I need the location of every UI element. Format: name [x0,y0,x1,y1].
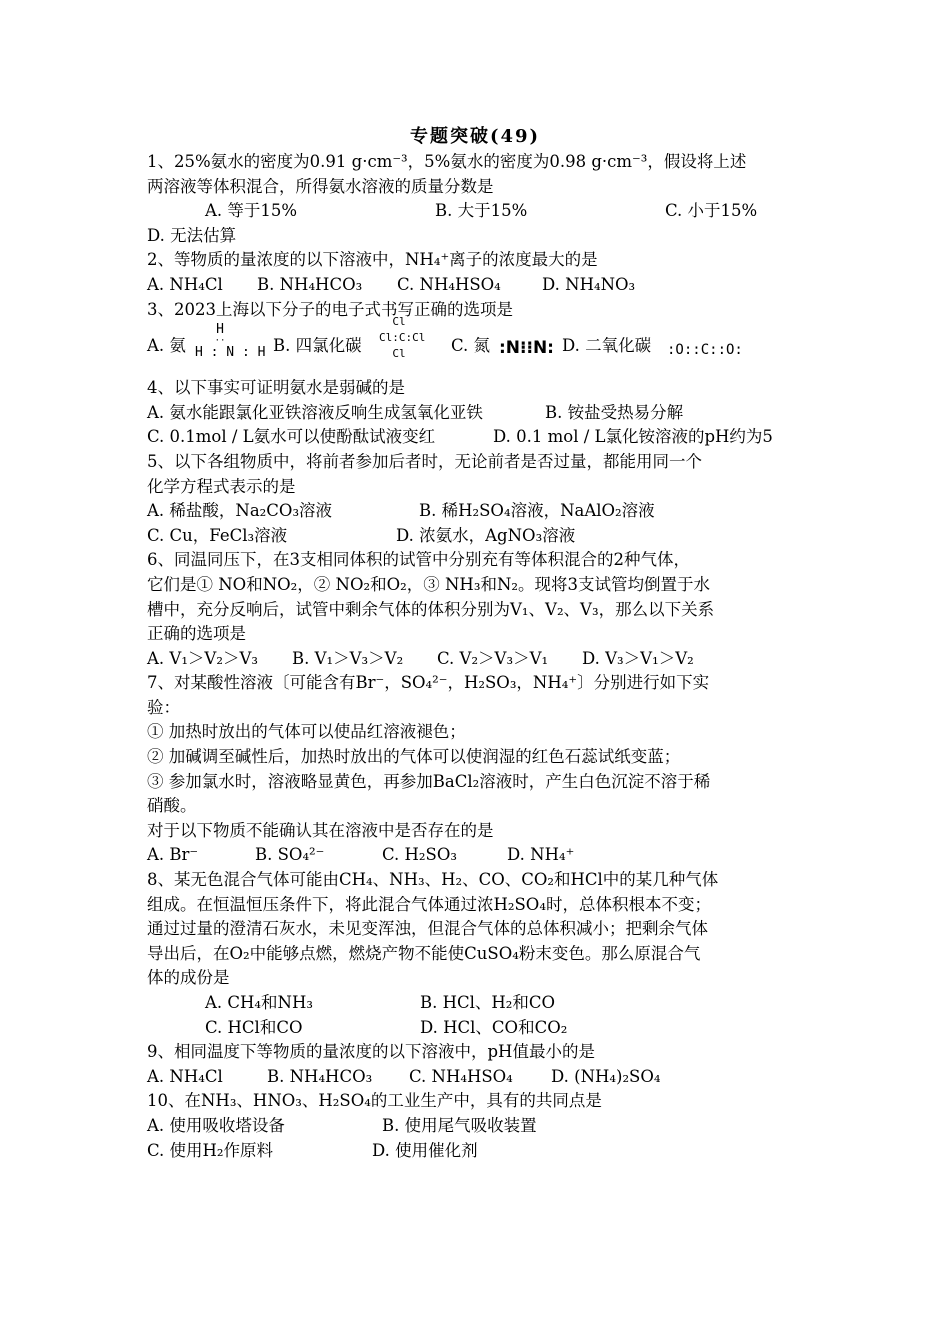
q3-ccl4-middle: Cl:C:Cl [379,331,426,345]
q3-option-a: A. 氨 [147,336,186,356]
q7-question: 对于以下物质不能确认其在溶液中是否存在的是 [147,820,494,840]
q3-option-d: D. 二氧化碳 [562,336,652,356]
q8-options-row2 [147,1016,827,1041]
q3-option-c: C. 氮 [451,336,491,356]
q6-stem-line4: 正确的选项是 [147,624,246,644]
q10-option-b: B. 使用尾气吸收装置 [382,1115,537,1135]
q7-step-3-line2: 硝酸。 [147,796,197,816]
q4-stem: 4、以下事实可证明氨水是弱碱的是 [147,378,405,398]
q6-option-b: B. V₁＞V₃＞V₂ [292,648,404,668]
q7-option-b: B. SO₄²⁻ [255,845,325,865]
q6-option-d: D. V₃＞V₁＞V₂ [582,648,694,668]
q8-stem-line1: 8、某无色混合气体可能由CH₄、NH₃、H₂、CO、CO₂和HCl中的某几种气体 [147,870,719,890]
q10-stem: 10、在NH₃、HNO₃、H₂SO₄的工业生产中，具有的共同点是 [147,1091,602,1111]
q8-option-d: D. HCl、CO和CO₂ [420,1017,568,1037]
q9-option-b: B. NH₄HCO₃ [267,1066,373,1086]
q8-stem-line5: 体的成份是 [147,968,230,988]
page-title: 专题突破(49) [409,126,541,147]
q7-stem-line1: 7、对某酸性溶液〔可能含有Br⁻，SO₄²⁻，H₂SO₃，NH₄⁺〕分别进行如下实 [147,673,710,693]
q1-options-row [147,199,827,224]
q8-stem-line3: 通过过量的澄清石灰水，未见变浑浊，但混合气体的总体积减小；把剩余气体 [147,919,708,939]
q2-option-b: B. NH₄HCO₃ [257,274,363,294]
q3-ccl4-bottom: Cl [392,347,406,361]
q2-stem: 2、等物质的量浓度的以下溶液中，NH₄⁺离子的浓度最大的是 [147,250,598,270]
q6-stem-line3: 槽中，充分反响后，试管中剩余气体的体积分别为V₁、V₂、V₃，那么以下关系 [147,599,715,619]
q5-options-row1 [147,499,827,524]
q10-option-d: D. 使用催化剂 [372,1140,478,1160]
q6-option-a: A. V₁＞V₂＞V₃ [147,648,258,668]
q3-stem: 3、2023上海以下分子的电子式书写正确的选项是 [147,299,513,319]
q3-ccl4-top: Cl [392,315,406,329]
q5-option-c: C. Cu，FeCl₃溶液 [147,525,288,545]
q9-option-a: A. NH₄Cl [147,1066,223,1086]
q3-nh3-top-atom: H [216,322,224,338]
q10-option-a: A. 使用吸收塔设备 [147,1115,285,1135]
q10-options-row2 [147,1139,827,1164]
q5-options-row2 [147,524,827,549]
q9-option-c: C. NH₄HSO₄ [409,1066,513,1086]
q7-step-1: ① 加热时放出的气体可以使品红溶液褪色； [147,722,466,742]
q1-option-c: C. 小于15% [665,201,758,221]
q5-stem-line1: 5、以下各组物质中，将前者参加后者时，无论前者是否过量，都能用同一个 [147,451,702,471]
q6-stem-line1: 6、同温同压下，在3支相同体积的试管中分别充有等体积混合的2种气体， [147,550,690,570]
q4-option-b: B. 铵盐受热易分解 [545,402,684,422]
q8-stem-line4: 导出后，在O₂中能够点燃，燃烧产物不能使CuSO₄粉末变色。那么原混合气 [147,943,701,963]
q1-option-d: D. 无法估算 [147,225,237,245]
q4-option-c: C. 0.1mol / L氨水可以使酚酞试液变红 [147,427,436,447]
q3-options-row [147,315,827,376]
q1-option-a: A. 等于15% [205,201,298,221]
question-list [147,150,827,1163]
q2-option-c: C. NH₄HSO₄ [397,274,501,294]
q7-stem-line2: 验： [147,697,180,717]
q2-options-row [147,273,827,298]
q1-stem-line1: 1、25%氨水的密度为0.91 g·cm⁻³，5%氨水的密度为0.98 g·cm⁻³，假设将上述 [147,152,747,171]
q8-option-c: C. HCl和CO [205,1017,303,1037]
q2-option-a: A. NH₄Cl [147,274,223,294]
q7-option-a: A. Br⁻ [147,845,199,865]
q3-nh3-structure [195,322,266,361]
q8-options-row1 [147,991,827,1016]
q9-options-row [147,1065,827,1090]
q7-step-3-line1: ③ 参加氯水时，溶液略显黄色，再参加BaCl₂溶液时，产生白色沉淀不溶于稀 [147,771,711,791]
q4-options-row1 [147,401,827,426]
q4-options-row2 [147,425,827,450]
q8-option-a: A. CH₄和NH₃ [205,993,313,1012]
q6-stem-line2: 它们是① NO和NO₂，② NO₂和O₂，③ NH₃和N₂。现将3支试管均倒置于水 [147,574,710,594]
q8-stem-line2: 组成。在恒温恒压条件下，将此混合气体通过浓H₂SO₄时，总体积根本不变； [147,894,711,914]
q7-option-c: C. H₂SO₃ [382,845,457,865]
q1-option-b: B. 大于15% [435,201,528,221]
q1-stem-line2: 两溶液等体积混合，所得氨水溶液的质量分数是 [147,176,494,196]
q3-nh3-lone-pair: ·· [214,336,226,347]
q5-stem-line2: 化学方程式表示的是 [147,476,296,496]
q5-option-b: B. 稀H₂SO₄溶液，NaAlO₂溶液 [419,501,655,521]
q9-option-d: D. (NH₄)₂SO₄ [551,1066,661,1086]
q5-option-a: A. 稀盐酸，Na₂CO₃溶液 [147,501,333,521]
q10-options-row1 [147,1114,827,1139]
q7-step-2: ② 加碱调至碱性后，加热时放出的气体可以使润湿的红色石蕊试纸变蓝； [147,747,681,767]
q2-option-d: D. NH₄NO₃ [542,274,636,294]
q3-ccl4-structure [379,314,426,362]
q3-n2-structure: :N⁝⁝N: [499,338,554,359]
q4-option-a: A. 氨水能跟氯化亚铁溶液反响生成氢氧化亚铁 [147,402,483,422]
q3-option-b: B. 四氯化碳 [273,336,362,356]
q6-options-row [147,647,827,672]
q8-option-b: B. HCl、H₂和CO [420,993,556,1012]
q7-options-row [147,843,827,868]
q4-option-d: D. 0.1 mol / L氯化铵溶液的pH约为5 [493,427,773,447]
q7-option-d: D. NH₄⁺ [507,845,575,865]
q5-option-d: D. 浓氨水，AgNO₃溶液 [396,525,576,545]
q6-option-c: C. V₂＞V₃＞V₁ [437,648,549,668]
q3-co2-structure: :O::C::O: [667,342,743,359]
q3-nh3-middle: H : N : H [195,345,266,361]
q9-stem: 9、相同温度下等物质的量浓度的以下溶液中，pH值最小的是 [147,1042,595,1062]
q10-option-c: C. 使用H₂作原料 [147,1140,274,1160]
